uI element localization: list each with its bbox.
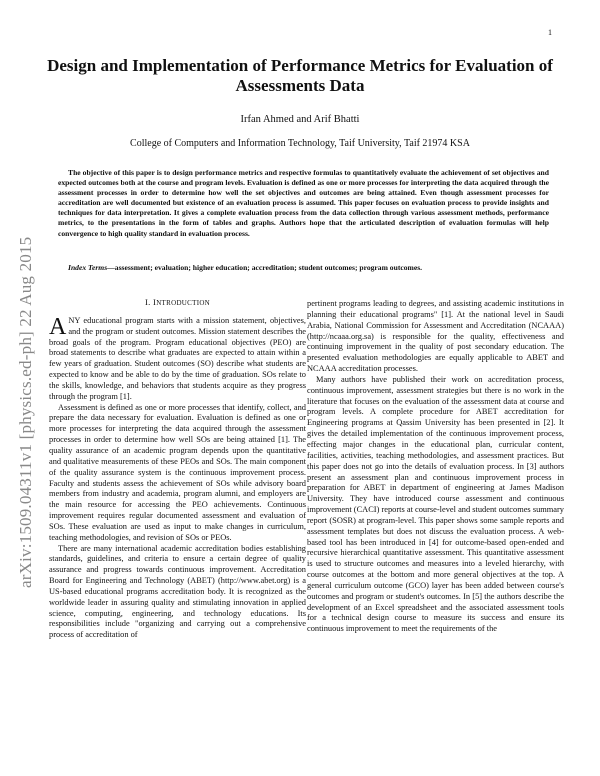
authors: Irfan Ahmed and Arif Bhatti [240,114,360,125]
arxiv-stamp: arXiv:1509.04311v1 [physics.ed-ph] 22 Aug 2015 [16,236,35,588]
affiliation: College of Computers and Information Technology, Taif University, Taif 21974 KSA [130,138,470,149]
intro-paragraph-3: There are many international academic accreditation bodies establishing standards, guidelines, and criteria to ensure a certain degree of quality assurance and progress towards continuous improvement. Accreditation Board for Engineering and Technology (ABET) (http://www.abet.org) is a US-based educational programs accreditation body. It is recognized as the worldwide leader in assuring quality and stimulating innovation in applied science, computing, engineering, and technology educations. Its responsibilities include "organizing and carrying out a comprehensive process of accreditation of [49,543,306,640]
index-terms-label: Index Terms [68,263,108,272]
paper-title: Design and Implementation of Performance Metrics for Evaluation of Assessments Data [47,56,553,95]
intro-paragraph-1-text: NY educational program starts with a mission statement, objectives, and the program or student outcomes. Mission statement describes the broad goals of the program. Program educational objectives (PEO) are broad statements to describe what graduates are expected to attain within a few years of graduation. Student outcomes (SO) describe what students are expected to know and be able to do by the time of graduation. SOs relate to the skills, knowledge, and behaviors that students acquire as they progress through the program [1]. [49,315,306,401]
index-terms [58,263,549,273]
abstract: The objective of this paper is to design performance metrics and respective formulas to quantitatively evaluate the achievement of set objectives and expected outcomes both at the course and program levels. Evaluation is defined as one or more processes for interpreting the data acquired through the assessment processes in order to determine how well the set objectives and outcomes are being attained. Even though assessment processes for accreditation are well documented but existence of an evaluation process is assumed. This paper focuses on evaluation process to provide insights and techniques for data interpretation. It gives a complete evaluation process from the data collection through various assessment methods, performance metrics, to the presentations in the form of tables and graphs. Authors hope that the articulated description of evaluation formulas will help convergence to high quality standard in evaluation process. [58,168,549,238]
index-terms-text: —assessment; evaluation; higher education; accreditation; student outcomes; program outcomes. [107,263,423,272]
intro-paragraph-1 [49,313,306,403]
section-title-initial: I [153,297,157,307]
right-paragraph-1: pertinent programs leading to degrees, and assisting academic institutions in planning their educational programs" [1]. At the national level in Saudi Arabia, National Commission for Assessment and Accreditation (NCAAA) (http://ncaaa.org.sa) is responsible for the quality, effectiveness and continuing improvement in the quality of post secondary education. The presented evaluation methodologies are equally applicable to ABET and NCAAA accreditation processes. [307,299,564,374]
page-number: 1 [548,28,552,37]
right-column [307,299,564,635]
drop-cap: A [49,313,67,340]
left-column [49,297,306,641]
section-numeral: I. [144,297,154,307]
section-heading-introduction [49,297,306,309]
intro-paragraph-2: Assessment is defined as one or more processes that identify, collect, and prepare the data necessary for evaluation. Evaluation is defined as one or more processes for interpreting the data acquired through the assessment processes in order to determine how well SOs are being attained [1]. The quality assurance of an academic program depends upon the quantitative and qualitative measurements of these PEOs and SOs. The main component of the quality assurance system is the continuous improvement process. Faculty and students assess the achievement of SOs while advisory board members from industry and academia, program alumni, and employers are the main resource for accessing the PEO achievements. Continuous improvement requires regular documented assessment and evaluation of SOs. These evaluation are used as input to make changes in curriculum, teaching methodologies, and revision of SOs or PEOs. [49,402,306,542]
right-paragraph-2: Many authors have published their work on accreditation process, continuous improvement, assessment strategies but there is no work in the literature that focuses on the evaluation of the assessment data at course and program levels. A complete procedure for ABET accreditation for Engineering programs at Qassim University has been presented in [2]. It gives the detailed implementation of the continuous improvement process, effecting major changes in the educational plan, curricular content, facilities, activities, teaching methodologies, and assessment practices. But this paper does not go into the details of evaluation process. In [3] authors present an assessment plan and continuous improvement process in preparation for ABET in department of engineering at James Madison University. They have introduced course assessment and continuous improvement (CACI) reports at course-level and student outcomes summary report (SOSR) at program-level. This paper shows some sample reports and assessment templates but does not discuss the evaluation process. A web-based tool has been introduced in [4] for outcome-based open-ended and recursive hierarchical quantitative assessment. This quantitative assessment is used to structure outcomes and measures into a leveled hierarchy, with course outcomes at the bottom and more general objectives at the top. A general curriculum outcome (GCO) layer has been added between course's outcomes and program or student's outcomes. In [5] the authors describe the development of an Excel spreadsheet and the associated assessment tools for a technical design course to measure its success and ensure its continuous improvement to meet the requirements of the [307,374,564,634]
section-title-rest: NTRODUCTION [156,299,211,307]
